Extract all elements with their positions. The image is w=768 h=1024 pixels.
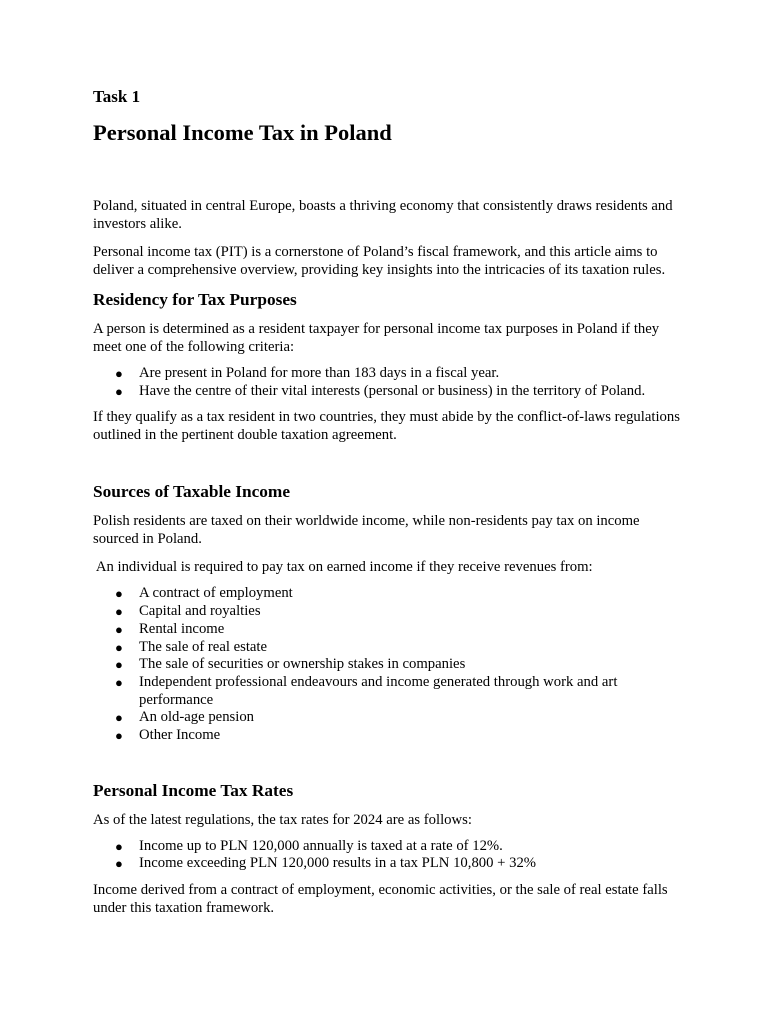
- sources-heading: Sources of Taxable Income: [93, 482, 290, 502]
- rates-paragraph-2: Income derived from a contract of employment, economic activities, or the sale of real estate falls under this taxation framework.: [93, 882, 668, 917]
- list-item: ● Are present in Poland for more than 183 days in a fiscal year.: [115, 365, 500, 381]
- bullet-icon: ●: [115, 604, 123, 620]
- list-item: ● The sale of securities or ownership stakes in companies: [115, 656, 466, 673]
- list-item: ● Capital and royalties: [115, 603, 261, 620]
- rates-heading: Personal Income Tax Rates: [93, 780, 294, 800]
- bullet-icon: ●: [115, 674, 123, 690]
- bullet-icon: ●: [115, 383, 123, 399]
- bullet-icon: ●: [115, 710, 123, 726]
- intro-paragraph-1: Poland, situated in central Europe, boasts a thriving economy that consistently draws residents and investors alike.: [93, 198, 673, 232]
- bullet-icon: ●: [115, 366, 123, 381]
- tax-rates-list: [93, 838, 683, 873]
- list-item: ● Income up to PLN 120,000 annually is taxed at a rate of 12%.: [115, 837, 503, 854]
- residency-paragraph-2: If they qualify as a tax resident in two countries, they must abide by the conflict-of-laws regulations outlined in the pertinent double taxation agreement.: [93, 409, 680, 444]
- list-item: ● Rental income: [115, 620, 225, 637]
- residency-heading: Residency for Tax Purposes: [93, 290, 297, 309]
- income-sources-list: [93, 585, 683, 744]
- residency-paragraph-1: A person is determined as a resident taxpayer for personal income tax purposes in Poland if they meet one of the following criteria:: [93, 321, 660, 355]
- sources-paragraph-1: Polish residents are taxed on their worldwide income, while non-residents pay tax on income sourced in Poland.: [93, 513, 640, 548]
- intro-paragraph-2: Personal income tax (PIT) is a cornerstone of Poland’s fiscal framework, and this article aims to deliver a comprehensive overview, providing key insights into the intricacies of its taxation rules.: [93, 244, 666, 278]
- list-item: ● Independent professional endeavours and income generated through work and art performance: [115, 673, 618, 708]
- list-item: ● A contract of employment: [115, 585, 293, 602]
- list-item: ● Have the centre of their vital interests (personal or business) in the territory of Poland.: [115, 382, 646, 399]
- task-label: Task 1: [93, 87, 141, 106]
- document-page: [93, 86, 683, 917]
- bullet-icon: ●: [115, 621, 123, 637]
- bullet-icon: ●: [115, 728, 123, 744]
- bullet-icon: ●: [115, 639, 123, 655]
- rates-paragraph-1: As of the latest regulations, the tax rates for 2024 are as follows:: [93, 811, 472, 828]
- list-item: ● An old-age pension: [115, 709, 255, 726]
- list-item: ● Income exceeding PLN 120,000 results in a tax PLN 10,800 + 32%: [115, 855, 537, 872]
- bullet-icon: ●: [115, 586, 123, 602]
- bullet-icon: ●: [115, 856, 123, 872]
- list-item: ● Other Income: [115, 727, 221, 744]
- bullet-icon: ●: [115, 838, 123, 854]
- residency-criteria-list: [93, 365, 683, 400]
- page-title: Personal Income Tax in Poland: [93, 120, 392, 145]
- bullet-icon: ●: [115, 657, 123, 673]
- sources-paragraph-2: An individual is required to pay tax on earned income if they receive revenues from:: [93, 559, 593, 576]
- list-item: ● The sale of real estate: [115, 638, 268, 655]
